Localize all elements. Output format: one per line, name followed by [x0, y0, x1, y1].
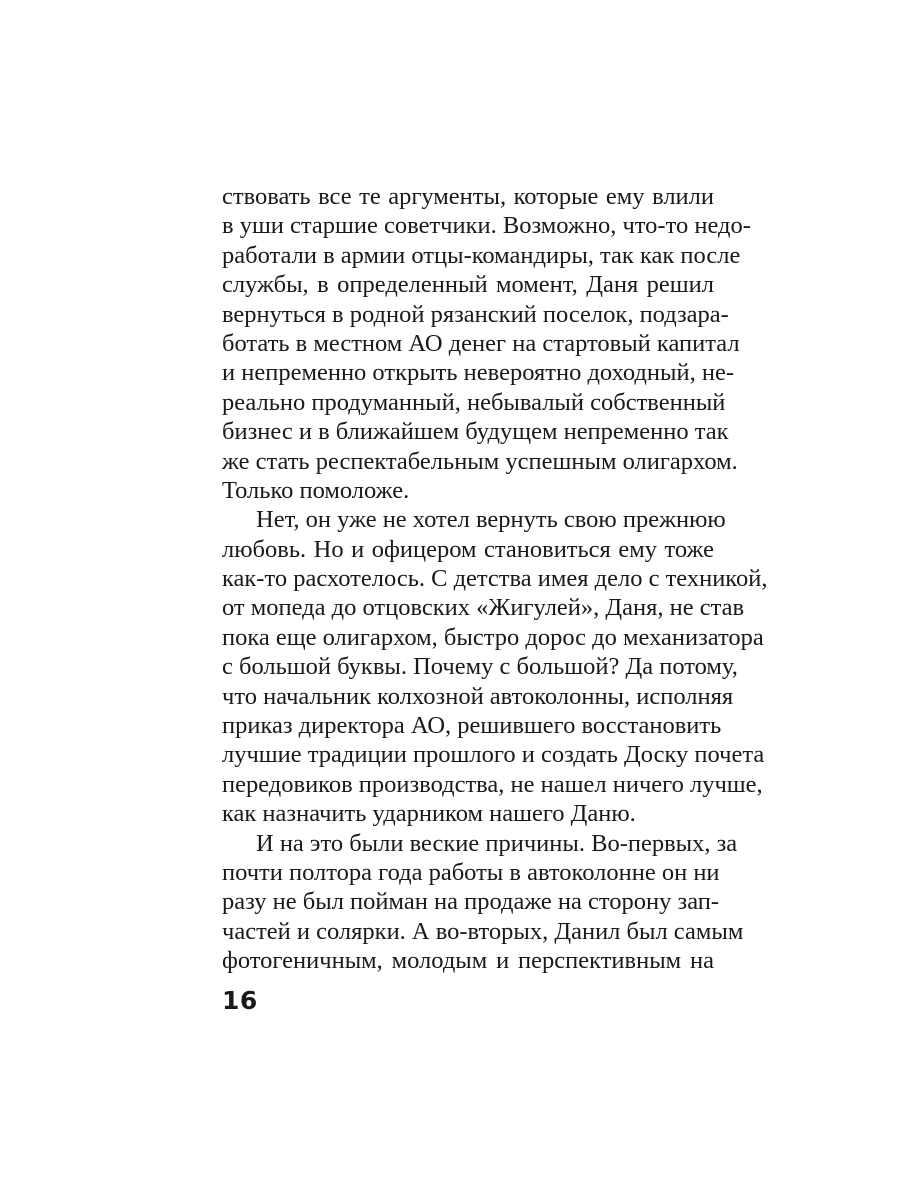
text-line: приказ директора АО, решившего восстановить — [222, 712, 722, 740]
text-line: службы, в определенный момент, Даня решил — [222, 271, 714, 299]
text-line: что начальник колхозной автоколонны, исполняя — [222, 682, 734, 710]
page-body — [222, 182, 768, 976]
text-line: почти полтора года работы в автоколонне он ни — [222, 858, 720, 886]
text-line: как назначить ударником нашего Даню. — [222, 800, 636, 828]
text-line: вернуться в родной рязанский поселок, подзара- — [222, 300, 729, 328]
text-line: как-то расхотелось. С детства имея дело с техникой, — [222, 565, 768, 593]
text-line: от мопеда до отцовских «Жигулей», Даня, не став — [222, 594, 745, 622]
text-line: Нет, он уже не хотел вернуть свою прежнюю — [256, 506, 726, 534]
text-line: любовь. Но и офицером становиться ему тоже — [222, 535, 714, 563]
text-line: с большой буквы. Почему с большой? Да потому, — [222, 653, 738, 681]
text-line: лучшие традиции прошлого и создать Доску почета — [222, 741, 765, 769]
text-line: частей и солярки. А во-вторых, Данил был самым — [222, 917, 744, 945]
text-line: ботать в местном АО денег на стартовый капитал — [222, 329, 740, 357]
text-line: Только помоложе. — [222, 476, 410, 504]
text-line: ствовать все те аргументы, которые ему влили — [222, 183, 714, 210]
text-line: бизнес и в ближайшем будущем непременно так — [222, 418, 729, 446]
text-line: пока еще олигархом, быстро дорос до механизатора — [222, 623, 764, 651]
text-line: работали в армии отцы-командиры, так как после — [222, 241, 741, 269]
text-line: в уши старшие советчики. Возможно, что-то недо- — [222, 212, 751, 240]
text-line: передовиков производства, не нашел ничего лучше, — [222, 770, 763, 798]
text-line: и непременно открыть невероятно доходный, не- — [222, 359, 734, 387]
text-line: реально продуманный, небывалый собственный — [222, 388, 726, 416]
text-block — [222, 182, 768, 976]
text-line: И на это были веские причины. Во-первых, за — [256, 829, 738, 857]
page-number: 16 — [222, 986, 258, 1015]
text-line: разу не был пойман на продаже на сторону зап- — [222, 888, 720, 916]
text-line: же стать респектабельным успешным олигархом. — [222, 447, 738, 475]
text-line: фотогеничным, молодым и перспективным на — [222, 947, 714, 975]
